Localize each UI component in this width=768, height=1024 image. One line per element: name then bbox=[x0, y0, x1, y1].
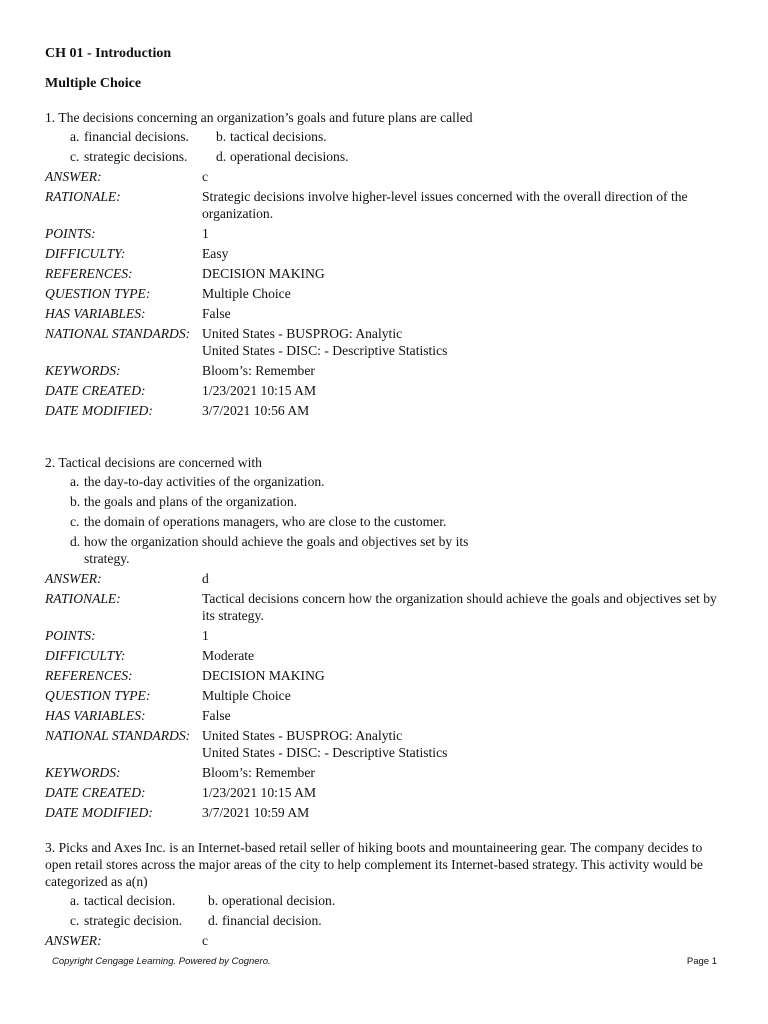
national-standard-line: United States - DISC: - Descriptive Statistics bbox=[202, 343, 448, 358]
rationale-value: Strategic decisions involve higher-level issues concerned with the overall direction of the organization. bbox=[202, 189, 688, 221]
national-standards-value bbox=[202, 325, 720, 359]
option-c bbox=[70, 912, 194, 929]
national-standards-key: NATIONAL STANDARDS: bbox=[45, 728, 191, 743]
option-a bbox=[70, 128, 200, 145]
option-label: c. bbox=[70, 149, 80, 164]
option-text: operational decision. bbox=[222, 893, 336, 908]
option-text: strategic decision. bbox=[84, 913, 183, 928]
national-standard-line: United States - BUSPROG: Analytic bbox=[202, 326, 403, 341]
question-stem: 2. Tactical decisions are concerned with bbox=[45, 455, 262, 470]
option-label: d. bbox=[70, 534, 81, 549]
national-standards-key: NATIONAL STANDARDS: bbox=[45, 326, 191, 341]
points-value: 1 bbox=[202, 628, 209, 643]
national-standards-value bbox=[202, 727, 720, 761]
page-number: Page 1 bbox=[686, 956, 717, 967]
points-value: 1 bbox=[202, 226, 209, 241]
option-text: strategic decisions. bbox=[84, 149, 188, 164]
answer-key: ANSWER: bbox=[45, 571, 102, 586]
rationale-key: RATIONALE: bbox=[45, 591, 121, 606]
option-text: how the organization should achieve the goals and objectives set by its strategy. bbox=[84, 534, 469, 566]
date-modified-value: 3/7/2021 10:59 AM bbox=[202, 805, 310, 820]
has-variables-key: HAS VARIABLES: bbox=[45, 708, 146, 723]
copyright-notice: Copyright Cengage Learning. Powered by Cognero. bbox=[52, 956, 271, 967]
answer-value: c bbox=[202, 933, 209, 948]
rationale-key: RATIONALE: bbox=[45, 189, 121, 204]
question-type-value: Multiple Choice bbox=[202, 286, 291, 301]
question-metadata bbox=[45, 570, 725, 821]
date-created-key: DATE CREATED: bbox=[45, 383, 146, 398]
date-created-key: DATE CREATED: bbox=[45, 785, 146, 800]
answer-key: ANSWER: bbox=[45, 933, 102, 948]
option-c bbox=[70, 148, 200, 165]
date-modified-key: DATE MODIFIED: bbox=[45, 403, 153, 418]
difficulty-key: DIFFICULTY: bbox=[45, 246, 126, 261]
option-d bbox=[216, 148, 516, 165]
answer-options bbox=[70, 892, 725, 929]
answer-value: c bbox=[202, 169, 209, 184]
has-variables-value: False bbox=[202, 708, 231, 723]
option-label: c. bbox=[70, 913, 80, 928]
option-text: financial decision. bbox=[222, 913, 322, 928]
question-type-key: QUESTION TYPE: bbox=[45, 688, 151, 703]
has-variables-key: HAS VARIABLES: bbox=[45, 306, 146, 321]
question-stem: 3. Picks and Axes Inc. is an Internet-based retail seller of hiking boots and mountaineering gear. The company decides to open retail stores across the major areas of the city to help complement its Internet-based strategy. This activity would be categorized as a(n) bbox=[45, 840, 703, 889]
option-label: b. bbox=[216, 129, 227, 144]
option-text: the goals and plans of the organization. bbox=[84, 494, 298, 509]
question-3 bbox=[45, 839, 725, 949]
date-modified-value: 3/7/2021 10:56 AM bbox=[202, 403, 310, 418]
date-created-value: 1/23/2021 10:15 AM bbox=[202, 785, 317, 800]
answer-value: d bbox=[202, 571, 209, 586]
points-key: POINTS: bbox=[45, 226, 96, 241]
option-b bbox=[70, 493, 725, 510]
option-text: the domain of operations managers, who are close to the customer. bbox=[84, 514, 447, 529]
option-label: b. bbox=[208, 893, 219, 908]
option-d bbox=[70, 533, 490, 567]
date-modified-key: DATE MODIFIED: bbox=[45, 805, 153, 820]
option-label: c. bbox=[70, 514, 80, 529]
option-label: a. bbox=[70, 474, 80, 489]
national-standard-line: United States - BUSPROG: Analytic bbox=[202, 728, 403, 743]
section-title: Multiple Choice bbox=[45, 76, 142, 91]
option-text: tactical decision. bbox=[84, 893, 176, 908]
references-key: REFERENCES: bbox=[45, 668, 133, 683]
option-c bbox=[70, 513, 725, 530]
keywords-key: KEYWORDS: bbox=[45, 765, 121, 780]
option-d bbox=[208, 912, 508, 929]
references-value: DECISION MAKING bbox=[202, 266, 325, 281]
question-1 bbox=[45, 109, 725, 419]
question-metadata bbox=[45, 168, 725, 419]
chapter-title: CH 01 - Introduction bbox=[45, 46, 172, 61]
rationale-value: Tactical decisions concern how the organization should achieve the goals and objectives set by its strategy. bbox=[202, 591, 717, 623]
option-text: financial decisions. bbox=[84, 129, 189, 144]
difficulty-key: DIFFICULTY: bbox=[45, 648, 126, 663]
option-b bbox=[216, 128, 516, 145]
difficulty-value: Moderate bbox=[202, 648, 255, 663]
references-value: DECISION MAKING bbox=[202, 668, 325, 683]
option-label: a. bbox=[70, 893, 80, 908]
keywords-key: KEYWORDS: bbox=[45, 363, 121, 378]
answer-key: ANSWER: bbox=[45, 169, 102, 184]
option-text: tactical decisions. bbox=[230, 129, 327, 144]
keywords-value: Bloom’s: Remember bbox=[202, 363, 315, 378]
option-label: a. bbox=[70, 129, 80, 144]
has-variables-value: False bbox=[202, 306, 231, 321]
option-label: b. bbox=[70, 494, 81, 509]
points-key: POINTS: bbox=[45, 628, 96, 643]
option-a bbox=[70, 892, 194, 909]
page-footer bbox=[52, 953, 717, 970]
option-a bbox=[70, 473, 725, 490]
question-2 bbox=[45, 454, 725, 821]
option-text: the day-to-day activities of the organization. bbox=[84, 474, 325, 489]
option-label: d. bbox=[216, 149, 227, 164]
difficulty-value: Easy bbox=[202, 246, 229, 261]
national-standard-line: United States - DISC: - Descriptive Statistics bbox=[202, 745, 448, 760]
option-text: operational decisions. bbox=[230, 149, 349, 164]
date-created-value: 1/23/2021 10:15 AM bbox=[202, 383, 317, 398]
question-type-value: Multiple Choice bbox=[202, 688, 291, 703]
keywords-value: Bloom’s: Remember bbox=[202, 765, 315, 780]
question-metadata bbox=[45, 932, 725, 949]
question-stem: 1. The decisions concerning an organization’s goals and future plans are called bbox=[45, 110, 473, 125]
option-b bbox=[208, 892, 508, 909]
answer-options bbox=[70, 128, 725, 165]
answer-options bbox=[70, 473, 725, 567]
option-label: d. bbox=[208, 913, 219, 928]
references-key: REFERENCES: bbox=[45, 266, 133, 281]
question-type-key: QUESTION TYPE: bbox=[45, 286, 151, 301]
